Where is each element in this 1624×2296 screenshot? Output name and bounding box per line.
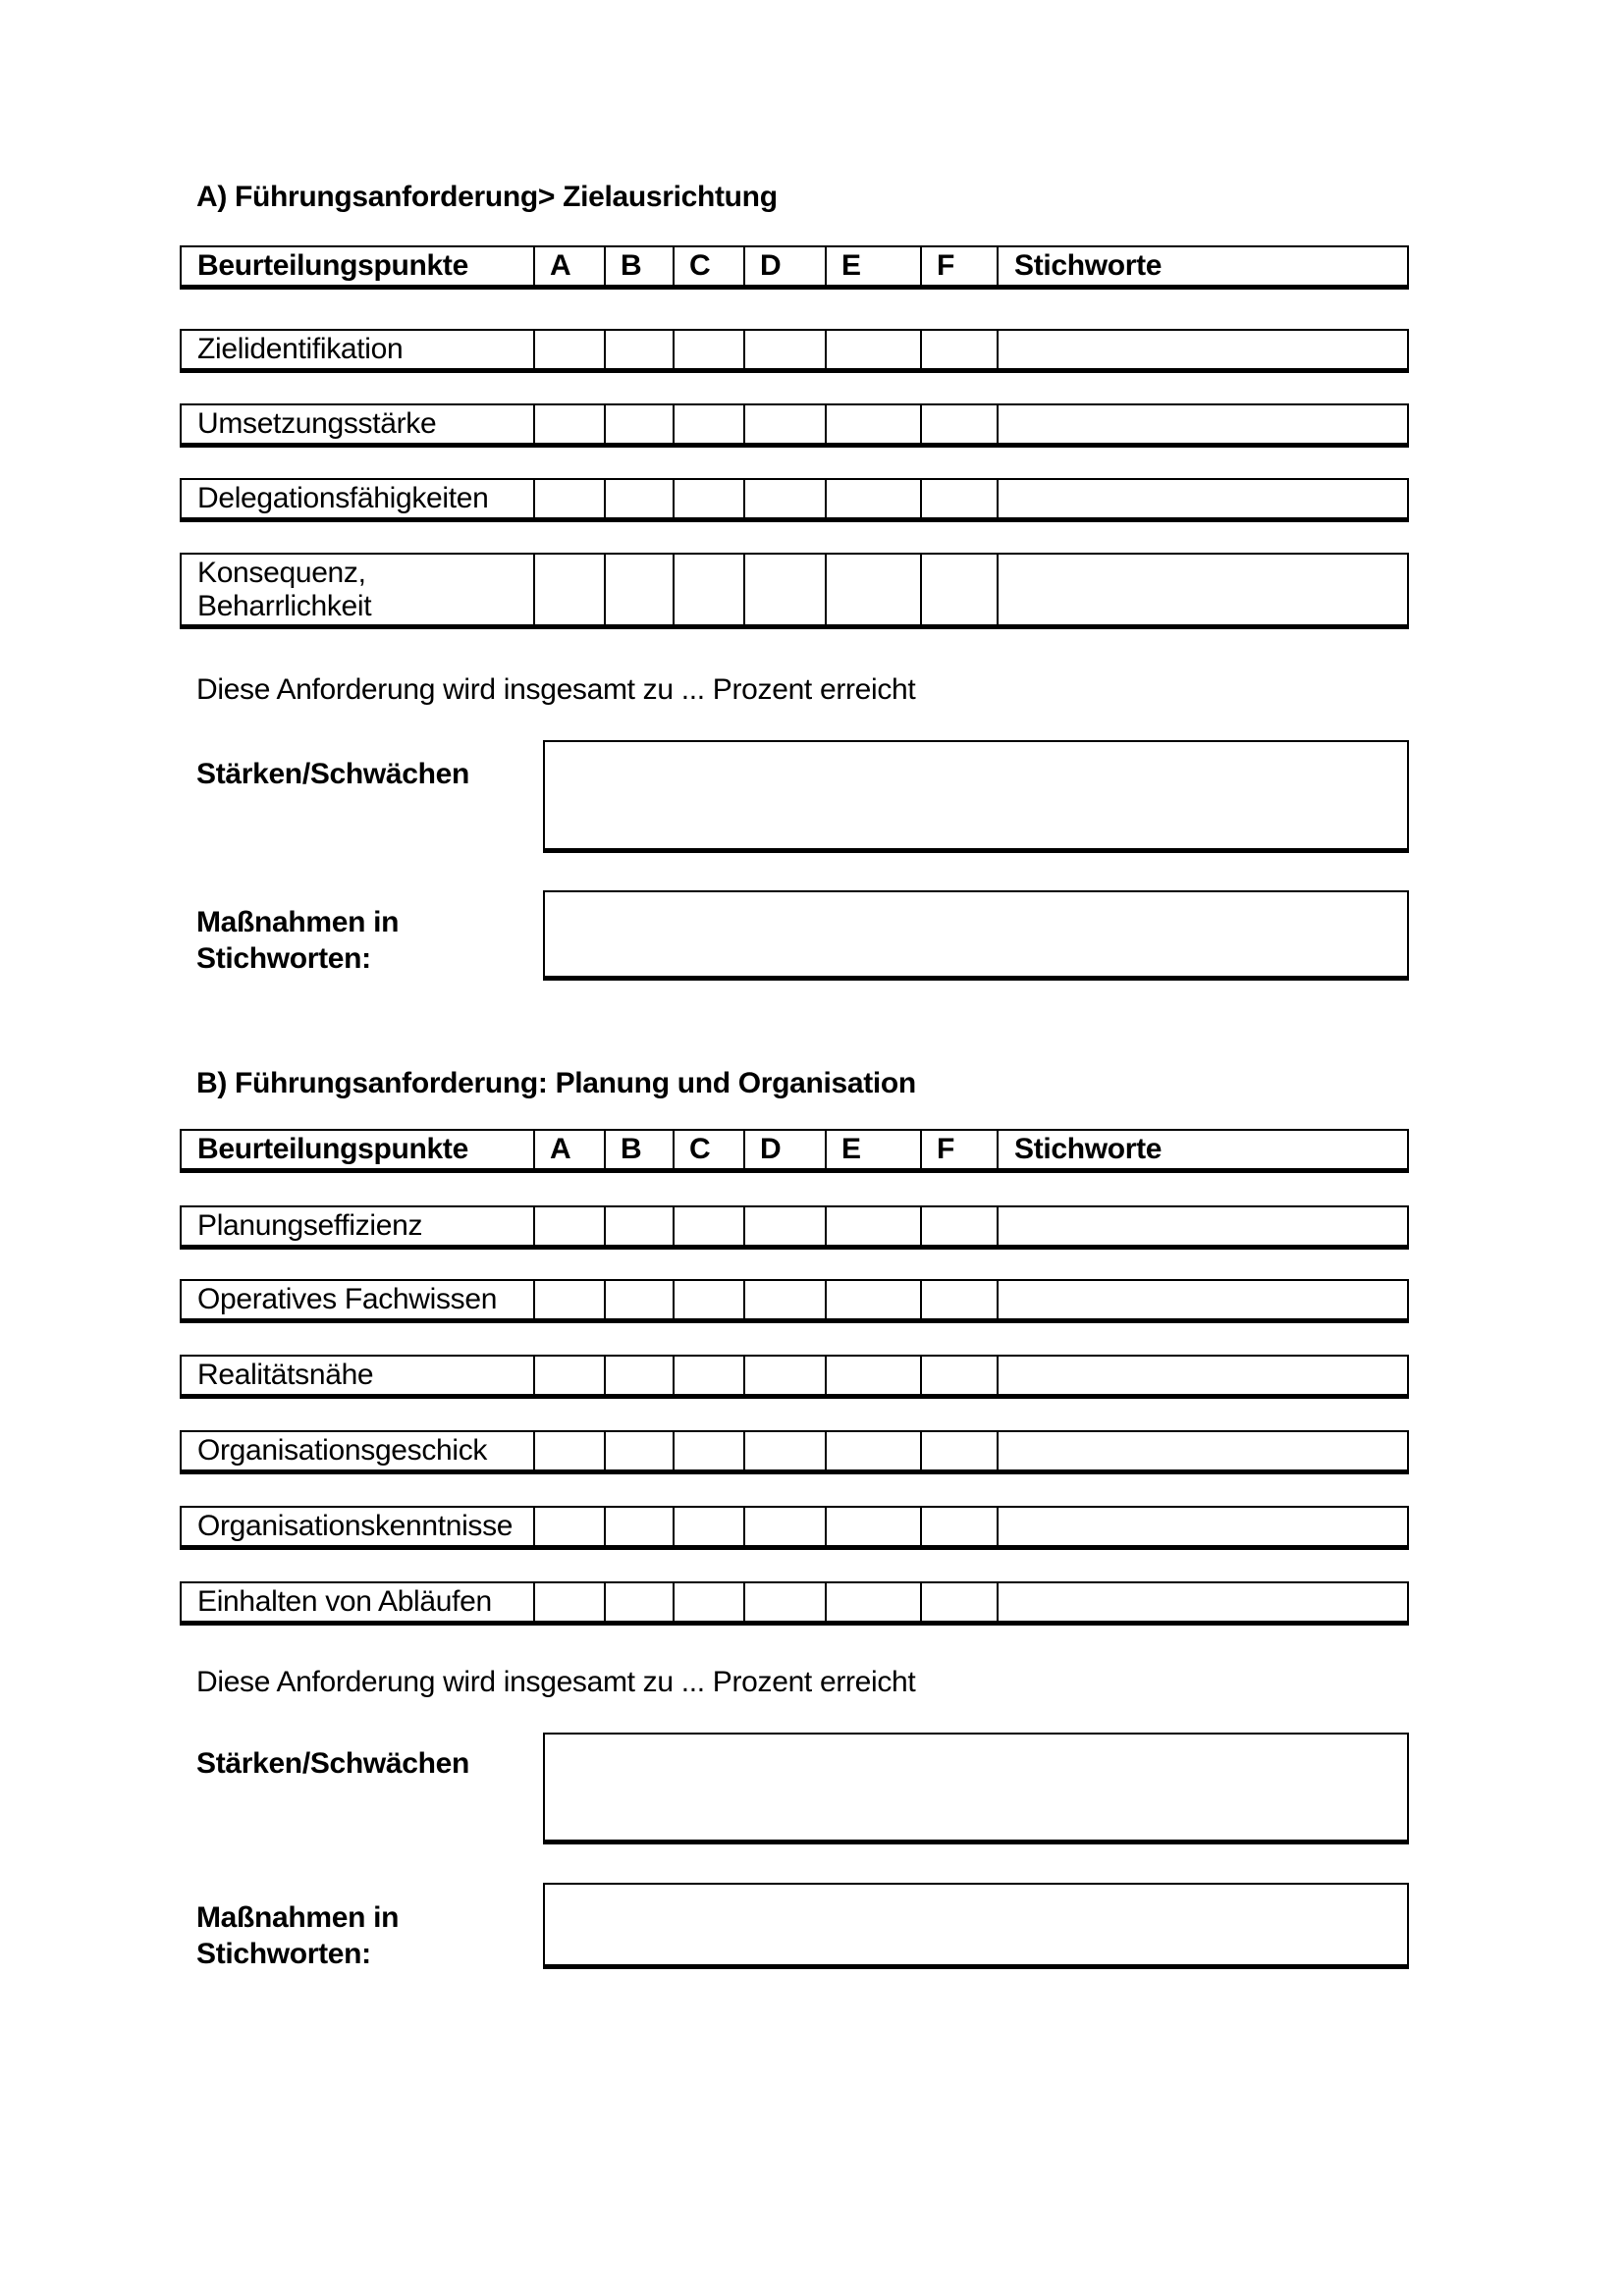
grade-cell-e[interactable]: [827, 1583, 922, 1621]
grade-cell-b[interactable]: [606, 1357, 675, 1394]
rating-table-b-header: [180, 1129, 1409, 1173]
grade-cell-c[interactable]: [675, 1357, 745, 1394]
rating-row-operatives-fachwissen: [180, 1279, 1409, 1323]
keywords-cell[interactable]: [999, 480, 1407, 517]
keywords-cell[interactable]: [999, 1357, 1407, 1394]
grade-cell-d[interactable]: [745, 480, 827, 517]
header-cell-keywords: [999, 247, 1407, 285]
rating-row-label-text: Organisationskenntnisse: [197, 1510, 514, 1542]
grade-cell-e[interactable]: [827, 1357, 922, 1394]
grade-cell-f[interactable]: [922, 1207, 999, 1245]
grade-cell-e[interactable]: [827, 1281, 922, 1318]
header-cell-grade-f: [922, 247, 999, 285]
keywords-cell[interactable]: [999, 405, 1407, 443]
measures-box[interactable]: [543, 890, 1409, 981]
grade-cell-a[interactable]: [535, 1207, 606, 1245]
rating-row-label: [182, 1508, 535, 1545]
section-a-heading: A) Führungsanforderung> Zielausrichtung: [196, 181, 778, 213]
grade-cell-b[interactable]: [606, 1583, 675, 1621]
grade-cell-c[interactable]: [675, 1508, 745, 1545]
measures-label: [196, 1899, 399, 1972]
rating-row-label-text: Organisationsgeschick: [197, 1434, 488, 1467]
header-cell-grade-b: [606, 247, 675, 285]
grade-cell-b[interactable]: [606, 1432, 675, 1469]
rating-row-label-text: Umsetzungsstärke: [197, 407, 437, 440]
grade-cell-e[interactable]: [827, 1207, 922, 1245]
grade-cell-e[interactable]: [827, 405, 922, 443]
grade-cell-c[interactable]: [675, 480, 745, 517]
grade-cell-f[interactable]: [922, 555, 999, 624]
grade-letter: B: [621, 249, 642, 282]
grade-cell-e[interactable]: [827, 1432, 922, 1469]
rating-row-umsetzungsstaerke: [180, 403, 1409, 448]
grade-cell-b[interactable]: [606, 405, 675, 443]
strengths-weaknesses-label: Stärken/Schwächen: [196, 758, 470, 790]
strengths-weaknesses-box[interactable]: [543, 1733, 1409, 1844]
grade-cell-a[interactable]: [535, 1583, 606, 1621]
rating-row-label-text: Einhalten von Abläufen: [197, 1585, 492, 1618]
grade-cell-c[interactable]: [675, 555, 745, 624]
measures-label-line1: Maßnahmen in: [196, 1901, 400, 1934]
header-cell-grade-c: [675, 1131, 745, 1168]
grade-cell-d[interactable]: [745, 331, 827, 368]
grade-cell-f[interactable]: [922, 1508, 999, 1545]
rating-row-delegationsfaehigkeiten: [180, 478, 1409, 522]
strengths-weaknesses-label: Stärken/Schwächen: [196, 1747, 470, 1780]
header-keywords-label: Stichworte: [1014, 1133, 1163, 1165]
keywords-cell[interactable]: [999, 331, 1407, 368]
grade-cell-a[interactable]: [535, 555, 606, 624]
header-cell-grade-d: [745, 1131, 827, 1168]
header-cell-grade-f: [922, 1131, 999, 1168]
grade-cell-f[interactable]: [922, 1357, 999, 1394]
grade-cell-c[interactable]: [675, 331, 745, 368]
grade-cell-a[interactable]: [535, 1432, 606, 1469]
rating-row-label-line2: Beharrlichkeit: [197, 589, 372, 622]
header-cell-grade-e: [827, 1131, 922, 1168]
grade-cell-d[interactable]: [745, 405, 827, 443]
header-cell-grade-b: [606, 1131, 675, 1168]
grade-letter: A: [550, 1133, 571, 1165]
grade-cell-d[interactable]: [745, 1207, 827, 1245]
rating-row-label: [182, 1583, 535, 1621]
grade-letter: F: [937, 249, 955, 282]
rating-row-label-text: Realitätsnähe: [197, 1359, 374, 1391]
grade-cell-b[interactable]: [606, 1508, 675, 1545]
rating-row-label-text: Planungseffizienz: [197, 1209, 423, 1242]
header-cell-grade-a: [535, 247, 606, 285]
grade-cell-d[interactable]: [745, 1357, 827, 1394]
rating-row-organisationsgeschick: [180, 1430, 1409, 1474]
strengths-weaknesses-box[interactable]: [543, 740, 1409, 853]
grade-cell-b[interactable]: [606, 1207, 675, 1245]
grade-cell-a[interactable]: [535, 405, 606, 443]
header-cell-points: [182, 1131, 535, 1168]
keywords-cell[interactable]: [999, 1583, 1407, 1621]
header-cell-keywords: [999, 1131, 1407, 1168]
grade-cell-f[interactable]: [922, 1432, 999, 1469]
grade-cell-b[interactable]: [606, 480, 675, 517]
grade-cell-f[interactable]: [922, 480, 999, 517]
rating-row-label: [182, 1357, 535, 1394]
header-cell-grade-e: [827, 247, 922, 285]
grade-cell-c[interactable]: [675, 1207, 745, 1245]
grade-letter: E: [841, 249, 861, 282]
rating-row-konsequenz-beharrlichkeit: [180, 553, 1409, 629]
header-points-label: Beurteilungspunkte: [197, 1133, 468, 1165]
rating-row-label: [182, 331, 535, 368]
summary-text: Diese Anforderung wird insgesamt zu ... Prozent erreicht: [196, 1666, 916, 1698]
grade-cell-f[interactable]: [922, 1583, 999, 1621]
grade-letter: F: [937, 1133, 955, 1165]
header-cell-grade-a: [535, 1131, 606, 1168]
grade-cell-d[interactable]: [745, 1583, 827, 1621]
measures-label-line2: Stichworten:: [196, 942, 371, 975]
grade-cell-e[interactable]: [827, 1508, 922, 1545]
rating-table-a-header: [180, 245, 1409, 290]
grade-cell-d[interactable]: [745, 1432, 827, 1469]
grade-cell-b[interactable]: [606, 331, 675, 368]
rating-row-label-line1: Konsequenz,: [197, 556, 366, 589]
grade-cell-f[interactable]: [922, 331, 999, 368]
grade-cell-e[interactable]: [827, 480, 922, 517]
grade-cell-f[interactable]: [922, 405, 999, 443]
grade-cell-a[interactable]: [535, 480, 606, 517]
rating-row-organisationskenntnisse: [180, 1506, 1409, 1550]
grade-cell-f[interactable]: [922, 1281, 999, 1318]
keywords-cell[interactable]: [999, 1207, 1407, 1245]
grade-letter: C: [689, 1133, 711, 1165]
measures-label-line1: Maßnahmen in: [196, 906, 400, 938]
grade-cell-a[interactable]: [535, 1357, 606, 1394]
rating-row-label: [182, 405, 535, 443]
grade-letter: A: [550, 249, 571, 282]
header-cell-grade-d: [745, 247, 827, 285]
rating-row-label: [182, 480, 535, 517]
rating-row-label: [182, 1207, 535, 1245]
grade-cell-a[interactable]: [535, 1281, 606, 1318]
grade-cell-c[interactable]: [675, 405, 745, 443]
keywords-cell[interactable]: [999, 1281, 1407, 1318]
grade-cell-d[interactable]: [745, 555, 827, 624]
rating-row-realitaetsnaehe: [180, 1355, 1409, 1399]
rating-row-label-text: Delegationsfähigkeiten: [197, 482, 489, 514]
grade-cell-c[interactable]: [675, 1281, 745, 1318]
header-cell-grade-c: [675, 247, 745, 285]
grade-cell-b[interactable]: [606, 555, 675, 624]
grade-cell-b[interactable]: [606, 1281, 675, 1318]
section-b-heading: B) Führungsanforderung: Planung und Organisation: [196, 1067, 916, 1099]
header-cell-points: [182, 247, 535, 285]
rating-row-label: [182, 1281, 535, 1318]
header-keywords-label: Stichworte: [1014, 249, 1163, 282]
grade-cell-a[interactable]: [535, 1508, 606, 1545]
grade-cell-c[interactable]: [675, 1432, 745, 1469]
grade-cell-a[interactable]: [535, 331, 606, 368]
summary-text: Diese Anforderung wird insgesamt zu ... Prozent erreicht: [196, 673, 916, 706]
measures-label-line2: Stichworten:: [196, 1938, 371, 1970]
rating-row-label: [182, 1432, 535, 1469]
header-points-label: Beurteilungspunkte: [197, 249, 468, 282]
rating-row-einhalten-von-ablaeufen: [180, 1581, 1409, 1626]
grade-cell-e[interactable]: [827, 331, 922, 368]
grade-letter: E: [841, 1133, 861, 1165]
keywords-cell[interactable]: [999, 1432, 1407, 1469]
grade-cell-d[interactable]: [745, 1508, 827, 1545]
grade-letter: D: [760, 1133, 782, 1165]
grade-cell-c[interactable]: [675, 1583, 745, 1621]
keywords-cell[interactable]: [999, 1508, 1407, 1545]
grade-letter: C: [689, 249, 711, 282]
grade-cell-d[interactable]: [745, 1281, 827, 1318]
rating-row-planungseffizienz: [180, 1205, 1409, 1250]
measures-label: [196, 904, 399, 977]
rating-row-zielidentifikation: [180, 329, 1409, 373]
rating-row-label-text: Operatives Fachwissen: [197, 1283, 498, 1315]
grade-letter: B: [621, 1133, 642, 1165]
rating-row-label: [182, 555, 535, 624]
measures-box[interactable]: [543, 1883, 1409, 1969]
keywords-cell[interactable]: [999, 555, 1407, 624]
rating-row-label-text: Zielidentifikation: [197, 333, 404, 365]
grade-letter: D: [760, 249, 782, 282]
grade-cell-e[interactable]: [827, 555, 922, 624]
